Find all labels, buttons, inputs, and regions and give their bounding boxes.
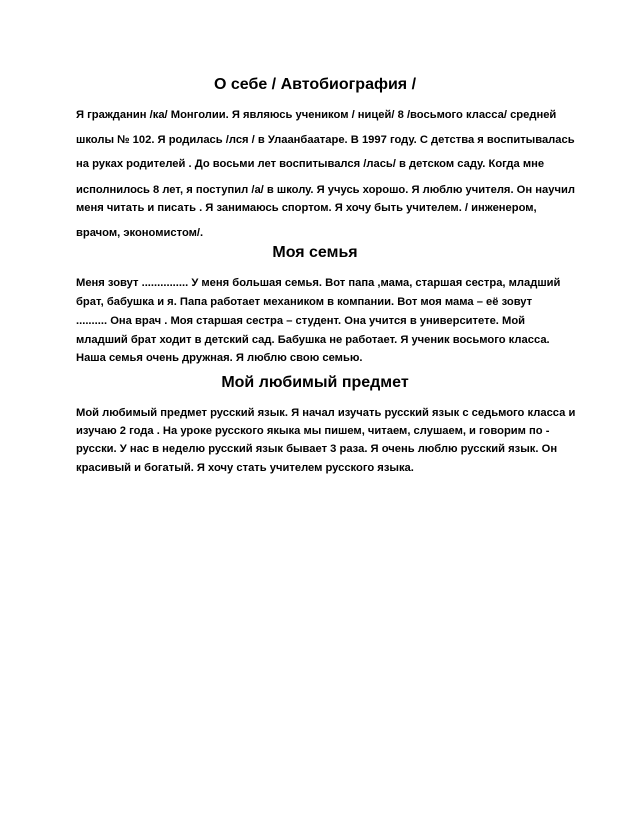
subject-line: Мой любимый предмет русский язык. Я начал изучать русский язык с седьмого класса и bbox=[76, 407, 576, 419]
subject-line: русски. У нас в неделю русский язык бывает 3 раза. Я очень люблю русский язык. Он bbox=[76, 443, 558, 455]
family-line: брат, бабушка и я. Папа работает механиком в компании. Вот моя мама – её зовут bbox=[76, 296, 533, 308]
autobiography-line: врачом, экономистом/. bbox=[76, 227, 204, 239]
subject-line: изучаю 2 года . На уроке русского якыка мы пишем, читаем, слушаем, и говорим по - bbox=[76, 425, 550, 437]
family-line: Наша семья очень дружная. Я люблю свою семью. bbox=[76, 352, 363, 364]
subject-line: красивый и богатый. Я хочу стать учителем русского языка. bbox=[76, 462, 414, 474]
family-line: Меня зовут ............... У меня большая семья. Вот папа ,мама, старшая сестра, младший bbox=[76, 277, 561, 289]
family-line: младший брат ходит в детский сад. Бабушка не работает. Я ученик восьмого класса. bbox=[76, 334, 550, 346]
autobiography-line: меня читать и писать . Я занимаюсь спортом. Я хочу быть учителем. / инженером, bbox=[76, 202, 537, 214]
autobiography-line: на руках родителей . До восьми лет воспитывался /лась/ в детском саду. Когда мне bbox=[76, 158, 545, 170]
family-title: Моя семья bbox=[272, 244, 358, 261]
autobiography-line: исполнилось 8 лет, я поступил /а/ в школу. Я учусь хорошо. Я люблю учителя. Он научил bbox=[76, 184, 575, 196]
autobiography-title: О себе / Автобиография / bbox=[213, 76, 417, 93]
favorite-subject-title: Мой любимый предмет bbox=[221, 374, 409, 391]
family-line: .......... Она врач . Моя старшая сестра – студент. Она учится в университете. Мой bbox=[76, 315, 526, 327]
autobiography-line: Я гражданин /ка/ Монголии. Я являюсь учеником / ницей/ 8 /восьмого класса/ средней bbox=[76, 109, 557, 121]
autobiography-line: школы № 102. Я родилась /лся / в Улаанбаатаре. В 1997 году. С детства я воспитывалась bbox=[76, 134, 575, 146]
